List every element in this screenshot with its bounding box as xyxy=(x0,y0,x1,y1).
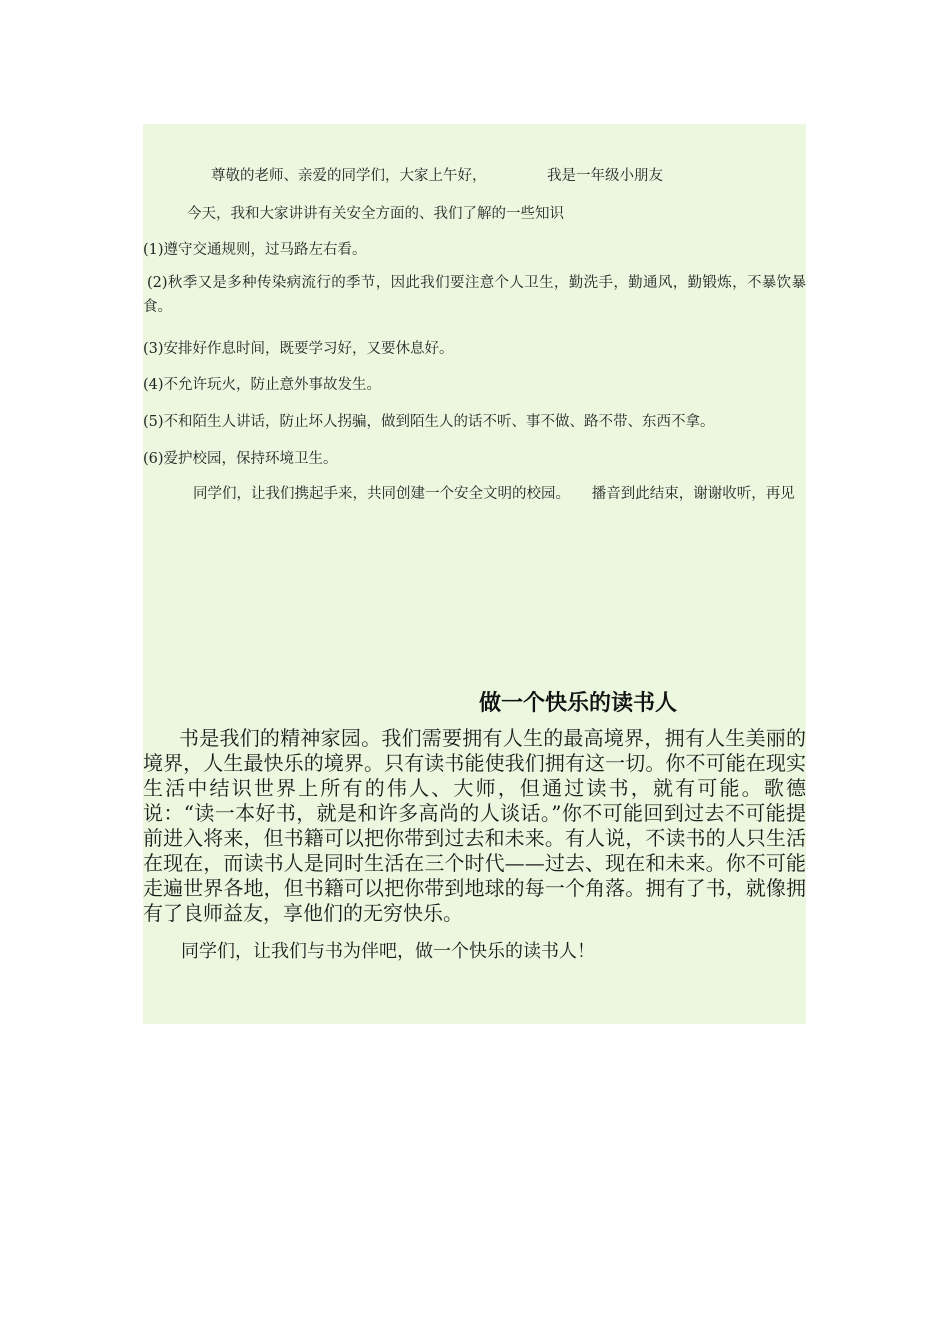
speech-greeting: 尊敬的老师、亲爱的同学们，大家上午好， xyxy=(211,168,487,184)
safety-item-3: (3)安排好作息时间，既要学习好，又要休息好。 xyxy=(143,341,454,357)
speech-intro: 今天，我和大家讲讲有关安全方面的、我们了解的一些知识 xyxy=(187,206,564,222)
safety-item-6: (6)爱护校园，保持环境卫生。 xyxy=(143,451,338,467)
safety-item-1: (1)遵守交通规则，过马路左右看。 xyxy=(143,242,367,258)
speech-self-intro: 我是一年级小朋友 xyxy=(547,168,663,184)
safety-item-5: (5)不和陌生人讲话，防止坏人拐骗，做到陌生人的话不听、事不做、路不带、东西不拿。 xyxy=(143,414,715,430)
safety-item-2: (2)秋季又是多种传染病流行的季节，因此我们要注意个人卫生，勤洗手，勤通风，勤锻炼，不暴饮暴食。 xyxy=(143,275,806,315)
essay-closing: 同学们，让我们与书为伴吧，做一个快乐的读书人！ xyxy=(181,941,595,962)
essay-title: 做一个快乐的读书人 xyxy=(479,691,678,716)
essay-body: 书是我们的精神家园。我们需要拥有人生的最高境界，拥有人生美丽的境界，人生最快乐的境界。只有读书能使我们拥有这一切。你不可能在现实生活中结识世界上所有的伟人、大师，但通过读书，就有可能。歌德说：“读一本好书，就是和许多高尚的人谈话。”你不可能回到过去不可能提前进入将来，但书籍可以把你带到过去和未来。有人说，不读书的人只生活在现在，而读书人是同时生活在三个时代——过去、现在和未来。你不可能走遍世界各地，但书籍可以把你带到地球的每一个角落。拥有了书，就像拥有了良师益友，享他们的无穷快乐。 xyxy=(143,726,806,925)
safety-item-4: (4)不允许玩火，防止意外事故发生。 xyxy=(143,377,382,393)
document-panel xyxy=(143,124,806,1024)
speech-closing: 同学们，让我们携起手来，共同创建一个安全文明的校园。 播音到此结束，谢谢收听，再见 xyxy=(193,486,795,502)
